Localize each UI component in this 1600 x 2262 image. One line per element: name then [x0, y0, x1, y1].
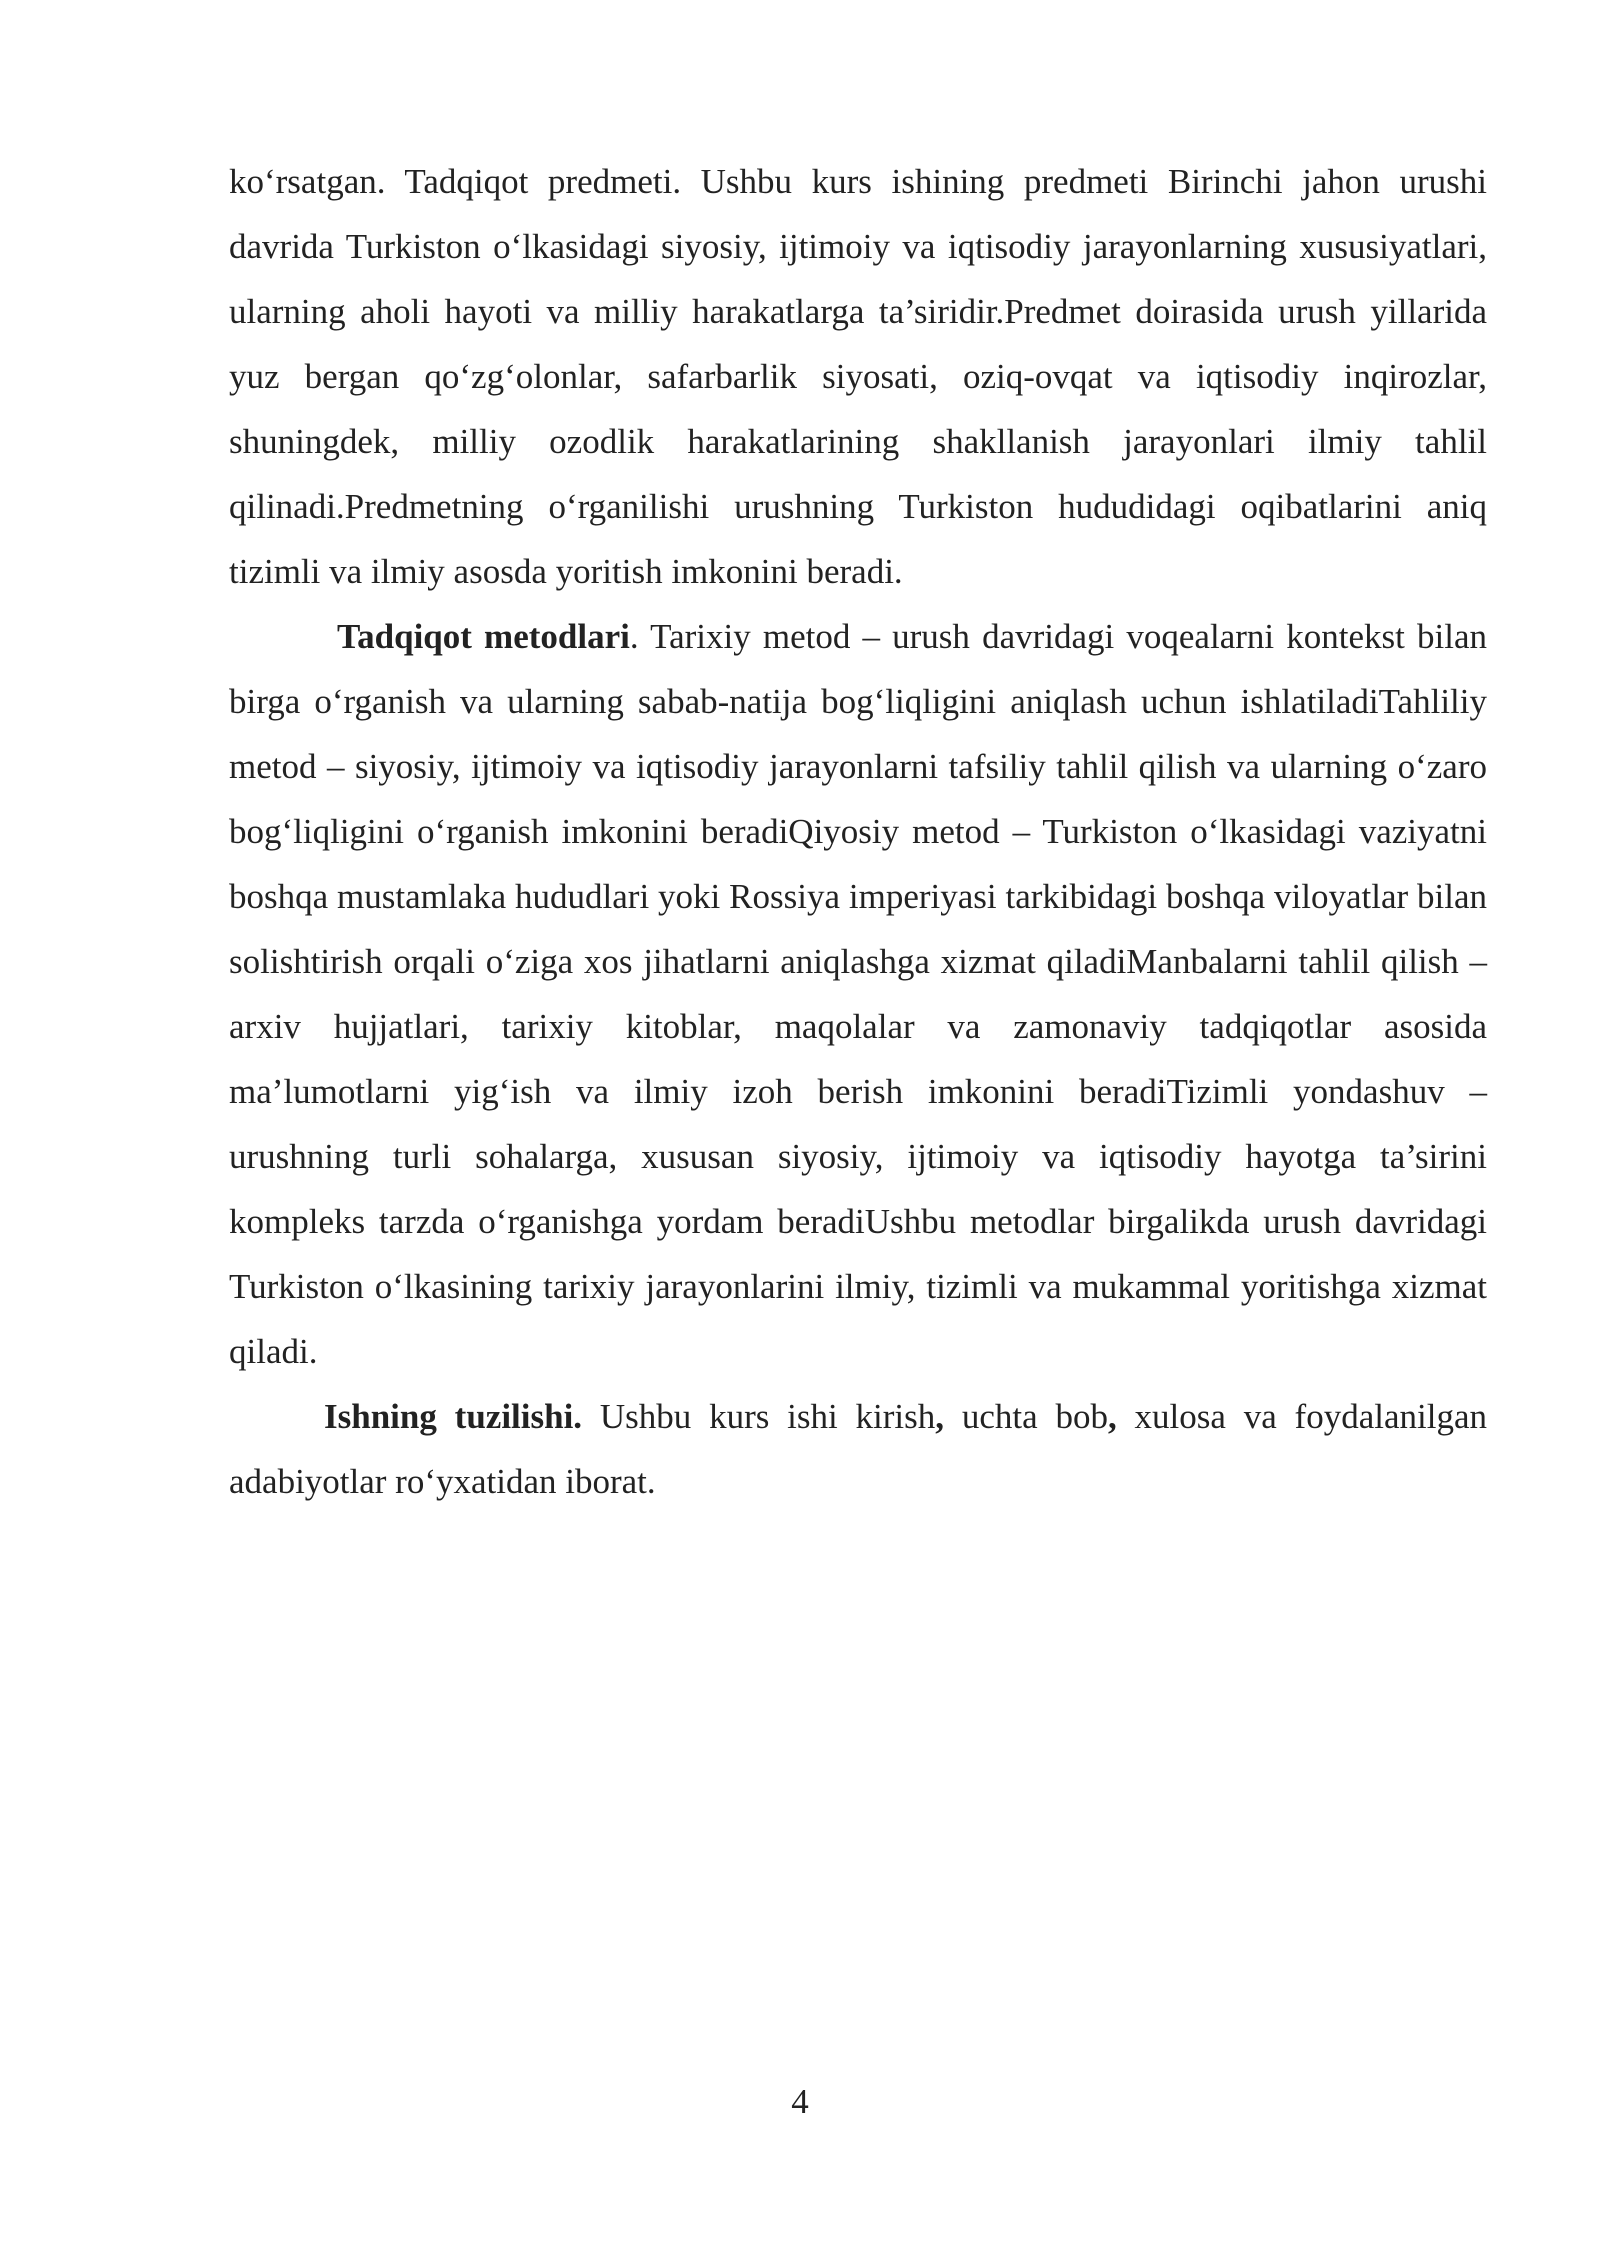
- bold-comma: ,: [935, 1397, 945, 1436]
- paragraph-text: uchta bob: [944, 1397, 1108, 1436]
- document-body: [229, 149, 1487, 1514]
- paragraph-research-methods: [229, 604, 1487, 1384]
- paragraph-work-structure: [229, 1384, 1487, 1514]
- page-number: 4: [791, 2082, 809, 2121]
- section-heading-structure: Ishning tuzilishi.: [324, 1397, 583, 1436]
- bold-comma: ,: [1107, 1397, 1117, 1436]
- paragraph-text: Ushbu kurs ishi kirish: [582, 1397, 936, 1436]
- paragraph-text: ko‘rsatgan. Tadqiqot predmeti. Ushbu kurs ishining predmeti Birinchi jahon urushi davrida Turkiston o‘lkasidagi siyosiy, ijtimoiy va iqtisodiy jarayonlarning xususiyatlari, ularning aholi hayoti va milliy harakatlarga ta’siridir.Predmet doirasida urush yillarida yuz bergan qo‘zg‘olonlar, safarbarlik siyosati, oziq-ovqat va iqtisodiy inqirozlar, shuningdek, milliy ozodlik harakatlarining shakllanish jarayonlari ilmiy tahlil qilinadi.Predmetning o‘rganilishi urushning Turkiston hududidagi oqibatlarini aniq tizimli va ilmiy asosda yoritish imkonini beradi.: [229, 162, 1487, 591]
- paragraph-research-subject: [229, 149, 1487, 604]
- paragraph-text: . Tarixiy metod – urush davridagi voqealarni kontekst bilan birga o‘rganish va ularning sabab-natija bog‘liqligini aniqlash uchun ishlatiladiTahliliy metod – siyosiy, ijtimoiy va iqtisodiy jarayonlarni tafsiliy tahlil qilish va ularning o‘zaro bog‘liqligini o‘rganish imkonini beradiQiyosiy metod – Turkiston o‘lkasidagi vaziyatni boshqa mustamlaka hududlari yoki Rossiya imperiyasi tarkibidagi boshqa viloyatlar bilan solishtirish orqali o‘ziga xos jihatlarni aniqlashga xizmat qiladiManbalarni tahlil qilish – arxiv hujjatlari, tarixiy kitoblar, maqolalar va zamonaviy tadqiqotlar asosida ma’lumotlarni yig‘ish va ilmiy izoh berish imkonini beradiTizimli yondashuv – urushning turli sohalarga, xususan siyosiy, ijtimoiy va iqtisodiy hayotga ta’sirini kompleks tarzda o‘rganishga yordam beradiUshbu metodlar birgalikda urush davridagi Turkiston o‘lkasining tarixiy jarayonlarini ilmiy, tizimli va mukammal yoritishga xizmat qiladi.: [229, 617, 1487, 1371]
- paragraph-text: xulosa va foydalanilgan adabiyotlar ro‘yxatidan iborat.: [229, 1397, 1487, 1501]
- section-heading-methods: Tadqiqot metodlari: [337, 617, 630, 656]
